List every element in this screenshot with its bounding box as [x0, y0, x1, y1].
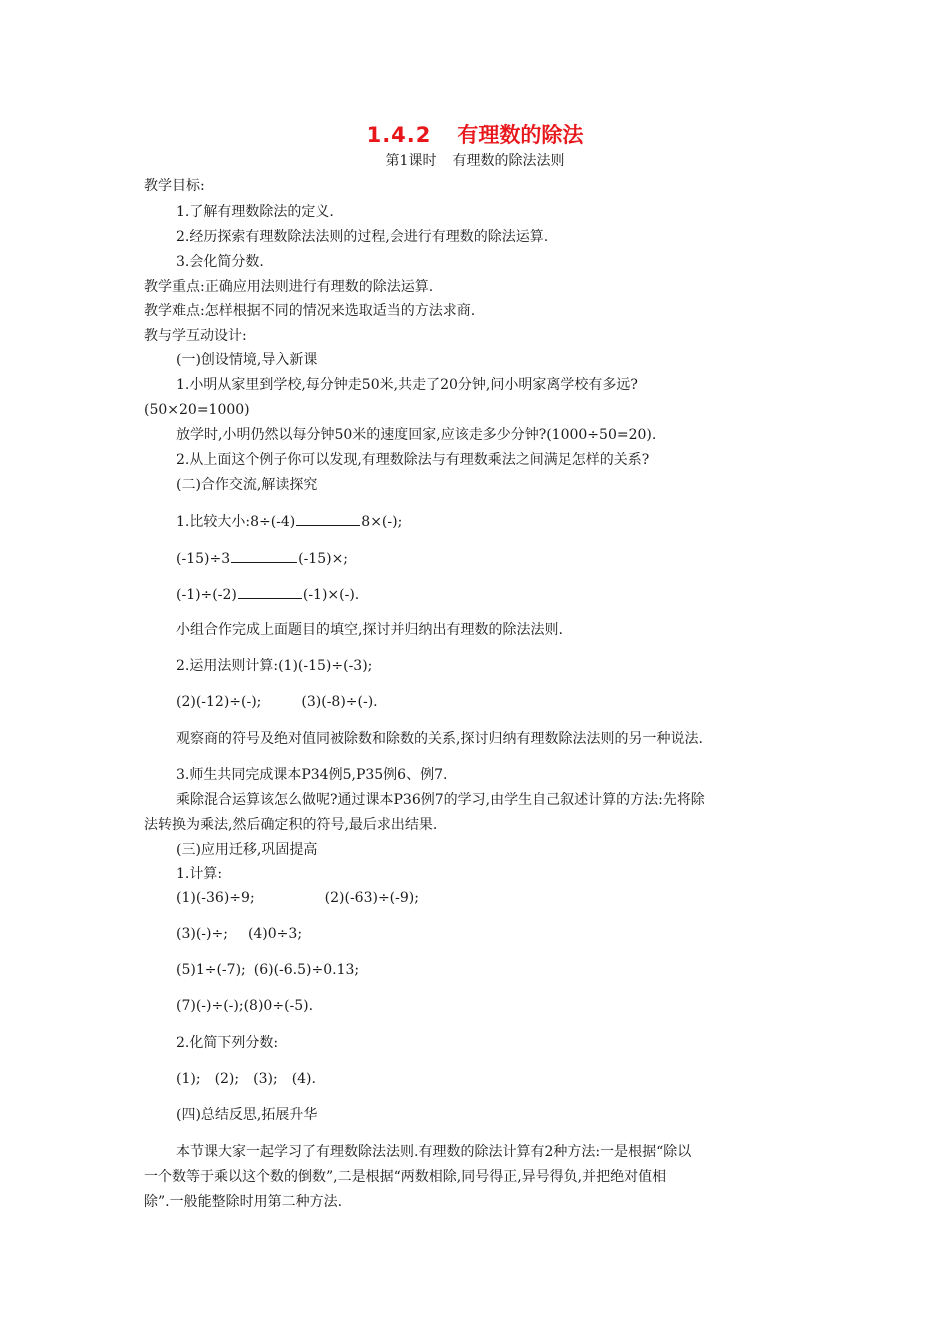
section-number: 1.4.2 [366, 123, 432, 147]
goals-heading: 教学目标: [144, 178, 205, 194]
paragraph: 2.化简下列分数: [176, 1035, 279, 1051]
difficulty: 教学难点:怎样根据不同的情况来选取适当的方法求商. [144, 303, 476, 319]
expression: (-15)×; [298, 551, 349, 567]
exercise: (1)(-36)÷9; [176, 890, 255, 906]
paragraph: 法转换为乘法,然后确定积的符号,最后求出结果. [144, 817, 438, 833]
expression: (-1)÷(-2) [176, 587, 237, 603]
exercise: (4)0÷3; [247, 926, 303, 942]
paragraph: (50×20=1000) [144, 402, 250, 418]
paragraph: 2.运用法则计算:(1)(-15)÷(-3); [176, 658, 373, 674]
document-subtitle [0, 150, 950, 172]
exercise-line [176, 959, 359, 981]
exercise: (5)1÷(-7); [176, 962, 246, 978]
lesson-label: 第1课时 [385, 153, 437, 169]
paragraph: 小组合作完成上面题目的填空,探讨并归纳出有理数的除法法则. [176, 622, 563, 638]
paragraph: 本节课大家一起学习了有理数除法法则.有理数的除法计算有2种方法:一是根据“除以 [176, 1144, 692, 1160]
paragraph: 一个数等于乘以这个数的倒数”,二是根据“两数相除,同号得正,异号得负,并把绝对值相 [144, 1169, 667, 1185]
compare-line-2 [176, 547, 348, 570]
compare-line-3 [176, 583, 359, 606]
fraction-line [176, 1068, 316, 1090]
fill-blank [231, 547, 297, 563]
paragraph: 观察商的符号及绝对值同被除数和除数的关系,探讨归纳有理数除法法则的另一种说法. [176, 731, 703, 747]
goal-item: 1.了解有理数除法的定义. [176, 204, 334, 220]
title-text: 有理数的除法 [457, 123, 584, 147]
fill-blank [296, 510, 360, 526]
calc-line [176, 691, 378, 713]
paragraph: 3.师生共同完成课本P34例5,P35例6、例7. [176, 767, 448, 783]
lesson-topic: 有理数的除法法则 [452, 153, 565, 169]
expression: (-15)÷3 [176, 551, 231, 567]
expression: (2)(-12)÷(-); [176, 694, 262, 710]
goal-item: 3.会化简分数. [176, 254, 264, 270]
expression: (-1)×(-). [302, 587, 360, 603]
document-title [0, 120, 950, 150]
expression: (3)(-8)÷(-). [301, 694, 378, 710]
paragraph: 乘除混合运算该怎么做呢?通过课本P36例7的学习,由学生自己叙述计算的方法:先将除 [176, 792, 705, 808]
section-1-heading: (一)创设情境,导入新课 [176, 352, 318, 368]
paragraph: 1.计算: [176, 866, 223, 882]
exercise-line [176, 995, 313, 1017]
goal-item: 2.经历探索有理数除法法则的过程,会进行有理数的除法运算. [176, 229, 549, 245]
paragraph: 放学时,小明仍然以每分钟50米的速度回家,应该走多少分钟?(1000÷50=20). [176, 427, 657, 443]
paragraph: 2.从上面这个例子你可以发现,有理数除法与有理数乘法之间满足怎样的关系? [176, 452, 650, 468]
paragraph: 除”.一般能整除时用第二种方法. [144, 1194, 343, 1210]
expression: 8×(-); [361, 514, 403, 530]
key-point: 教学重点:正确应用法则进行有理数的除法运算. [144, 279, 434, 295]
exercise: (8)0÷(-5). [243, 998, 314, 1014]
design-heading: 教与学互动设计: [144, 328, 247, 344]
section-4-heading: (四)总结反思,拓展升华 [176, 1107, 318, 1123]
exercise-line [176, 923, 302, 945]
fill-blank [238, 583, 302, 599]
exercise-line [176, 887, 419, 909]
exercise: (2)(-63)÷(-9); [324, 890, 419, 906]
exercise: (3)(-)÷; [176, 926, 228, 942]
exercise: (1); [176, 1071, 201, 1087]
expression: 1.比较大小:8÷(-4) [176, 514, 296, 530]
exercise: (7)(-)÷(-); [176, 998, 244, 1014]
compare-line-1 [176, 510, 402, 533]
exercise: (3); [253, 1071, 278, 1087]
section-2-heading: (二)合作交流,解读探究 [176, 477, 318, 493]
paragraph: 1.小明从家里到学校,每分钟走50米,共走了20分钟,问小明家离学校有多远? [176, 377, 638, 393]
exercise: (6)(-6.5)÷0.13; [253, 962, 360, 978]
exercise: (2); [214, 1071, 240, 1087]
exercise: (4). [291, 1071, 316, 1087]
section-3-heading: (三)应用迁移,巩固提高 [176, 842, 318, 858]
